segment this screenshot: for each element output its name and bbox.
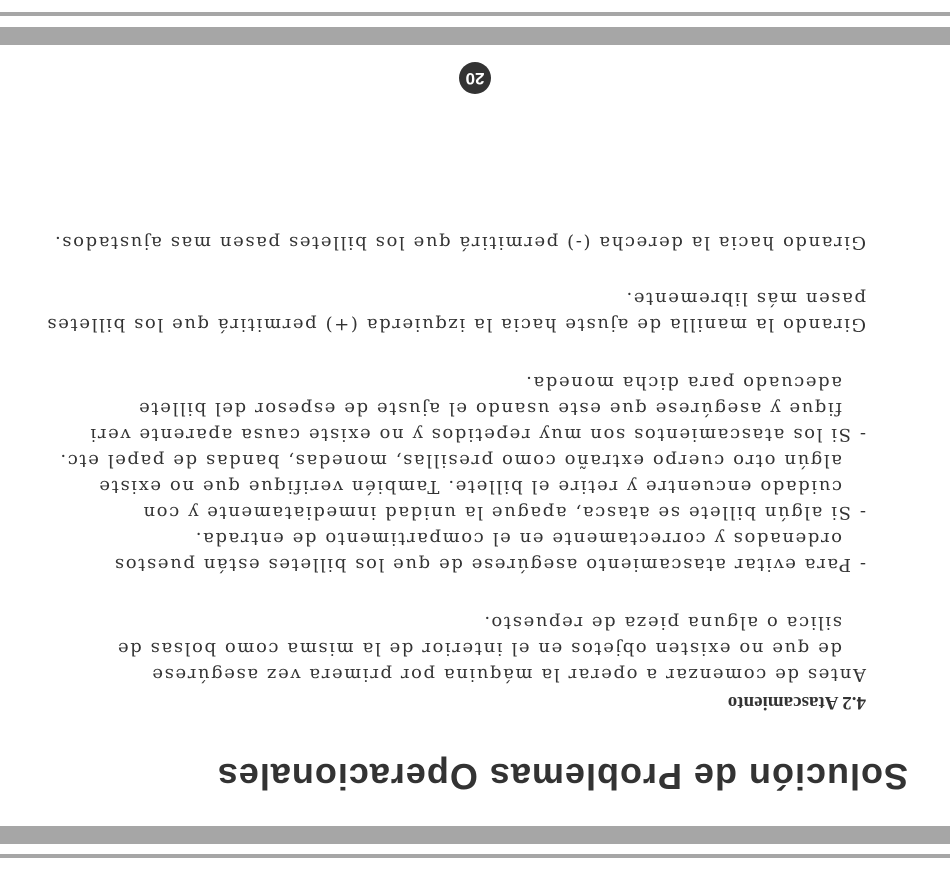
intro-line-3: silica o alguna pieza de repuesto. [482, 612, 842, 633]
intro-line-2: de que no existen objetos en el interior de la misma como bolsas de [116, 638, 842, 659]
adjust-left-line-1: Girando la manilla de ajuste hacia la izquierda (+) permitirá que los billetes [45, 314, 866, 335]
bullet-line-2: ordenados y correctamente en el compartimento de entrada. [194, 528, 842, 549]
bullet-line-4: cuidado encuentre y retire el billete. También verifique que no existe [97, 476, 842, 497]
bullet-line-3: - Si algún billete se atasca, apague la unidad inmediatamente y con [141, 502, 866, 523]
section-heading: 4.2 Atascamiento [727, 692, 866, 713]
bullet-line-5: algún otro cuerpo extraño como presillas, monedas, bandas de papel etc. [58, 450, 842, 471]
bullet-line-6: - Si los atascamientos son muy repetidos y no existe causa aparente veri [88, 424, 866, 445]
page-number-badge [459, 62, 491, 94]
top-thick-rule [0, 826, 950, 844]
bullet-line-1: - Para evitar atascamiento asegúrese de que los billetes están puestos [113, 554, 866, 575]
intro-line-1: Antes de comenzar a operar la máquina por primera vez asegúrese [150, 664, 866, 685]
page-number: 20 [465, 69, 485, 88]
bottom-thin-rule [0, 12, 950, 16]
bullet-line-8: adecuado para dicha moneda. [524, 372, 842, 393]
top-thin-rule [0, 854, 950, 858]
adjust-left-line-2: pasen más libremente. [624, 288, 866, 309]
adjust-right-line: Girando hacia la derecha (-) permitirá que los billetes pasen mas ajustados. [53, 232, 866, 253]
page-title: Solución de Problemas Operacionales [216, 756, 908, 797]
bottom-thick-rule [0, 27, 950, 45]
bullet-line-7: fique y asegúrese que este usando el ajuste de espesor del billete [137, 398, 842, 419]
